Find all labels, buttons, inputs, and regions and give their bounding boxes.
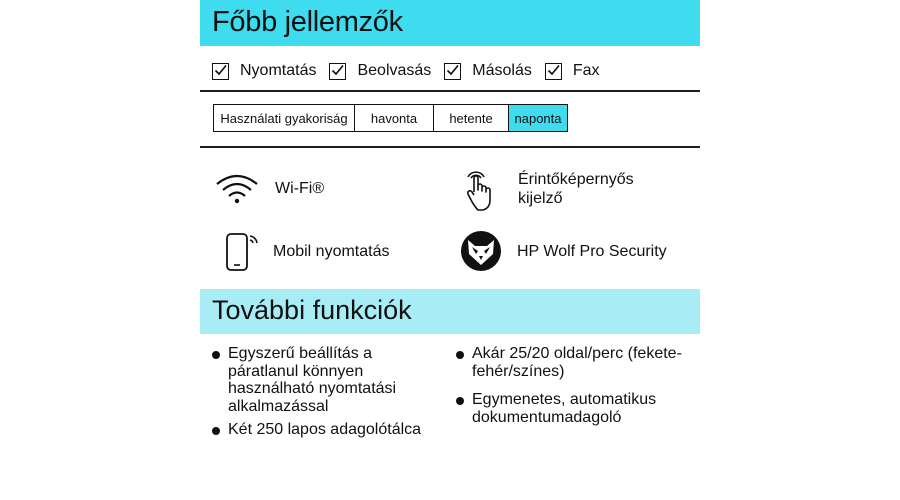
more-functions-header: [200, 289, 700, 334]
check-icon: [545, 63, 562, 80]
list-item: Akár 25/20 oldal/perc (fekete-fehér/színes): [456, 345, 686, 380]
usage-option-monthly: havonta: [355, 105, 434, 131]
more-functions-right-list: [456, 345, 686, 432]
divider: [200, 90, 700, 92]
feature-checklist: [212, 58, 613, 84]
wolf-security-label: HP Wolf Pro Security: [517, 242, 667, 260]
feature-mobile-print: [224, 230, 390, 272]
feature-fax: [545, 62, 600, 80]
check-icon: [444, 63, 461, 80]
mobile-print-icon: [224, 230, 260, 272]
more-functions-left-list: [212, 345, 437, 445]
usage-option-weekly: hetente: [434, 105, 509, 131]
feature-label: Másolás: [472, 62, 532, 79]
touch-hand-icon: [462, 166, 498, 212]
wifi-icon: [214, 172, 260, 204]
touchscreen-label: Érintőképernyős kijelző: [518, 171, 634, 207]
feature-label: Fax: [572, 62, 600, 79]
mobile-print-label: Mobil nyomtatás: [273, 242, 390, 260]
wifi-label: Wi-Fi®: [275, 179, 325, 197]
feature-wolf-security: [459, 230, 667, 272]
main-features-title: Főbb jellemzők: [212, 6, 403, 38]
usage-frequency-label: Használati gyakoriság: [214, 105, 355, 131]
usage-option-daily-selected: naponta: [509, 105, 567, 131]
feature-copy: [444, 62, 532, 80]
more-functions-title: További funkciók: [212, 295, 412, 325]
divider: [200, 146, 700, 148]
check-icon: [329, 63, 346, 80]
usage-frequency-scale: [213, 104, 568, 132]
list-item: Egyszerű beállítás a páratlanul könnyen használható nyomtatási alkalmazással: [212, 345, 437, 415]
product-feature-panel: [200, 0, 700, 500]
feature-wifi: [214, 172, 324, 204]
main-features-header: [200, 0, 700, 46]
list-item: Két 250 lapos adagolótálca: [212, 421, 437, 439]
check-icon: [212, 63, 229, 80]
feature-touchscreen: [462, 166, 658, 212]
feature-scan: [329, 62, 431, 80]
feature-print: [212, 62, 316, 80]
feature-label: Beolvasás: [357, 62, 432, 79]
feature-label: Nyomtatás: [240, 62, 317, 79]
wolf-shield-icon: [459, 230, 503, 272]
list-item: Egymenetes, automatikus dokumentumadagoló: [456, 391, 686, 426]
